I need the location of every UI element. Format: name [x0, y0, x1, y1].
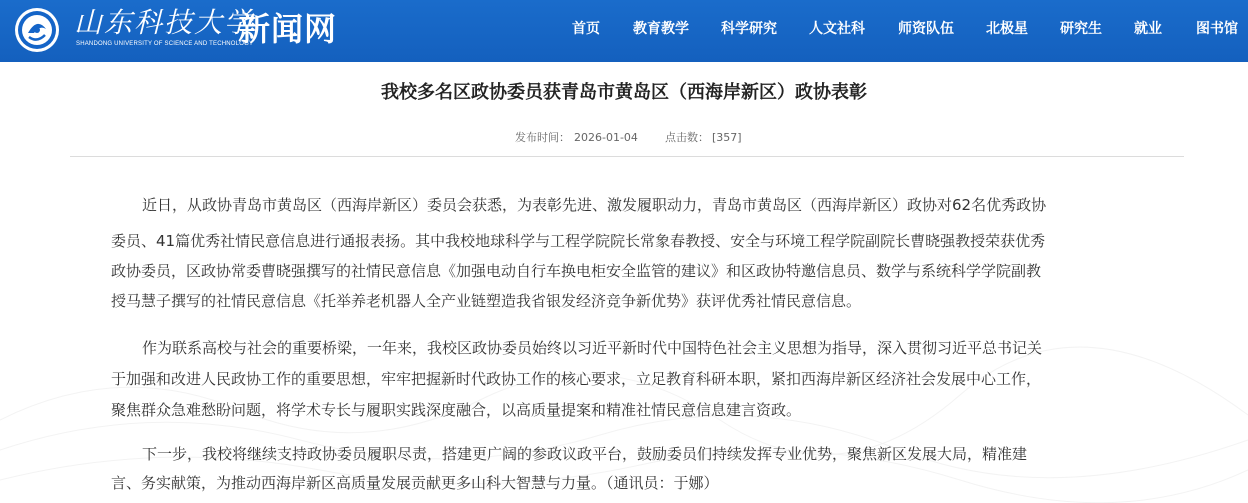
click-count: [357] [712, 131, 742, 144]
paragraph-line: 于加强和改进人民政协工作的重要思想，牢牢把握新时代政协工作的核心要求，立足教育科研本职，紧扣西海岸新区经济社会发展中心工作， [111, 370, 1042, 388]
nav-item-home[interactable]: 首页 [572, 21, 600, 37]
nav-item-research[interactable]: 科学研究 [721, 21, 777, 37]
paragraph-line: 委员、41篇优秀社情民意信息进行通报表扬。其中我校地球科学与工程学院院长常象春教授、安全与环境工程学院副院长曹晓强教授荣获优秀 [111, 232, 1046, 250]
paragraph-line: 授马慧子撰写的社情民意信息《托举养老机器人全产业链塑造我省银发经济竞争新优势》获评优秀社情民意信息。 [111, 292, 862, 310]
nav-item-humanities[interactable]: 人文社科 [809, 21, 865, 37]
article-title: 我校多名区政协委员获青岛市黄岛区（西海岸新区）政协表彰 [381, 82, 867, 103]
school-name-english: SHANDONG UNIVERSITY OF SCIENCE AND TECHNOLOGY [76, 41, 254, 47]
nav-item-polaris[interactable]: 北极星 [986, 21, 1028, 37]
paragraph-line: 下一步，我校将继续支持政协委员履职尽责，搭建更广阔的参政议政平台，鼓励委员们持续发挥专业优势，聚焦新区发展大局，精准建 [142, 445, 1028, 463]
school-name: 山东科技大学 [74, 6, 255, 39]
nav-item-education[interactable]: 教育教学 [633, 21, 689, 37]
paragraph-line: 政协委员，区政协常委曹晓强撰写的社情民意信息《加强电动自行车换电柜安全监管的建议》和区政协特邀信息员、数学与系统科学学院副教 [111, 262, 1042, 280]
click-count-label: 点击数： [665, 131, 709, 144]
top-header [0, 0, 1248, 62]
paragraph-line: 言、务实献策，为推动西海岸新区高质量发展贡献更多山科大智慧与力量。（通讯员：于娜） [111, 474, 719, 492]
nav-item-library[interactable]: 图书馆 [1196, 21, 1238, 37]
publish-date: 2026-01-04 [574, 131, 638, 144]
paragraph-line: 作为联系高校与社会的重要桥梁，一年来，我校区政协委员始终以习近平新时代中国特色社会主义思想为指导，深入贯彻习近平总书记关 [142, 339, 1043, 357]
paragraph-line: 聚焦群众急难愁盼问题，将学术专长与履职实践深度融合，以高质量提案和精准社情民意信息建言资政。 [111, 401, 802, 419]
university-logo-icon[interactable] [14, 7, 60, 53]
paragraph-line: 近日，从政协青岛市黄岛区（西海岸新区）委员会获悉，为表彰先进、激发履职动力，青岛市黄岛区（西海岸新区）政协对62名优秀政协 [142, 196, 1047, 214]
publish-date-label: 发布时间： [515, 131, 570, 144]
nav-item-graduate[interactable]: 研究生 [1060, 21, 1102, 37]
nav-item-employment[interactable]: 就业 [1134, 21, 1162, 37]
site-name[interactable]: 新闻网 [238, 10, 338, 48]
nav-item-faculty[interactable]: 师资队伍 [898, 21, 954, 37]
title-divider [70, 156, 1184, 157]
